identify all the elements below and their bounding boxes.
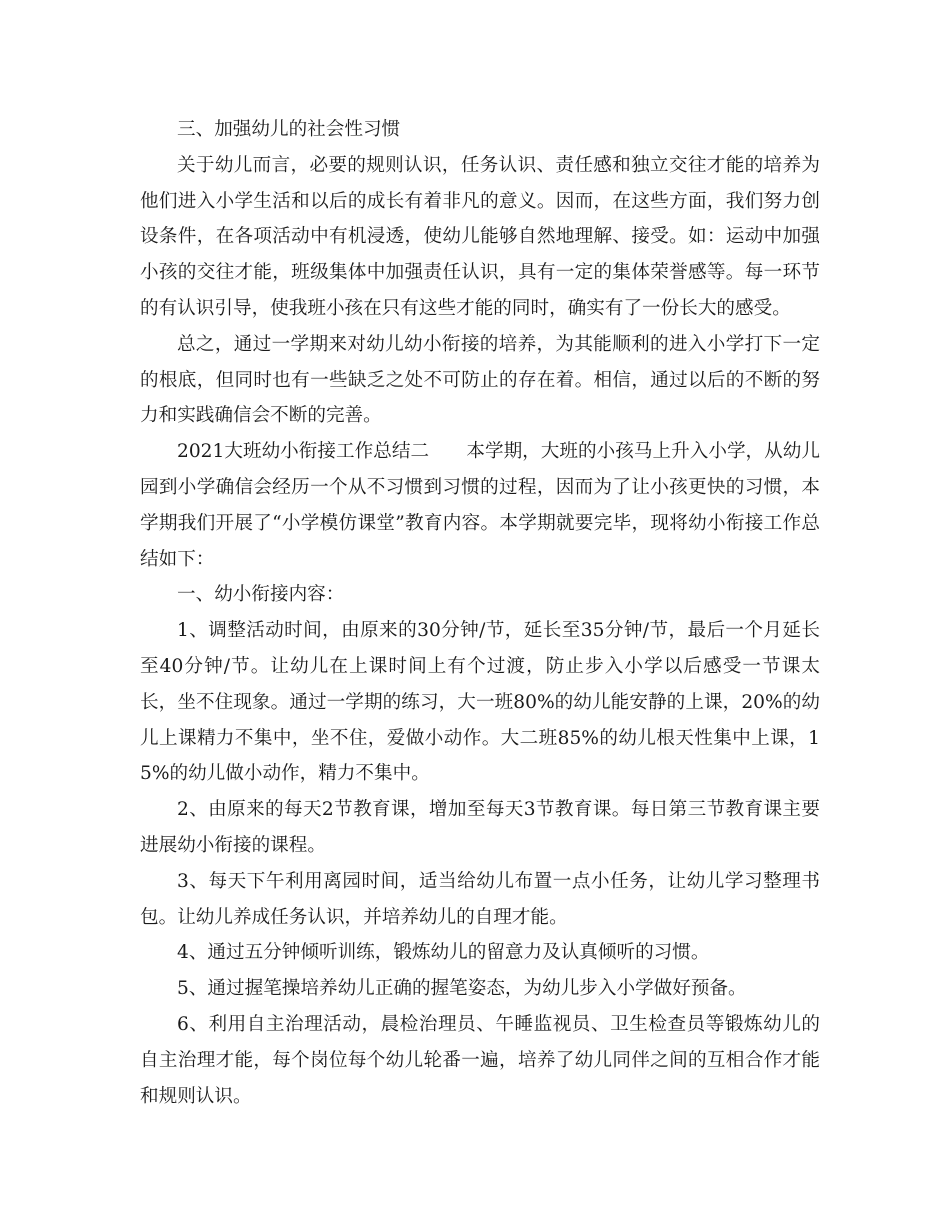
list-item-4: 4、通过五分钟倾听训练，锻炼幼儿的留意力及认真倾听的习惯。	[177, 942, 710, 964]
list-item-2: 2、由原来的每天2节教育课，增加至每天3节教育课。每日第三节教育课主要进展幼小衔接的课程。	[140, 799, 820, 856]
paragraph-summary-two-intro: 2021大班幼小衔接工作总结二 本学期，大班的小孩马上升入小学，从幼儿园到小学确信会经历一个从不习惯到习惯的过程，因而为了让小孩更快的习惯，本学期我们开展了“小学模仿课堂”教育内容。本学期就要完毕，现将幼小衔接工作总结如下：	[140, 441, 820, 570]
paragraph-conclusion: 总之，通过一学期来对幼儿幼小衔接的培养，为其能顺利的进入小学打下一定的根底，但同时也有一些缺乏之处不可防止的存在着。相信，通过以后的不断的努力和实践确信会不断的完善。	[140, 333, 820, 427]
list-item-3: 3、每天下午利用离园时间，适当给幼儿布置一点小任务，让幼儿学习整理书包。让幼儿养成任务认识，并培养幼儿的自理才能。	[140, 870, 820, 928]
section-heading-social-habits: 三、加强幼儿的社会性习惯	[177, 119, 401, 140]
list-item-6: 6、利用自主治理活动，晨检治理员、午睡监视员、卫生检查员等锻炼幼儿的自主治理才能，每个岗位每个幼儿轮番一遍，培养了幼儿同伴之间的互相合作才能和规则认识。	[140, 1013, 820, 1107]
list-item-5: 5、通过握笔操培养幼儿正确的握笔姿态，为幼儿步入小学做好预备。	[177, 978, 747, 1000]
section-heading-transition-content: 一、幼小衔接内容：	[177, 584, 345, 606]
document-body	[140, 112, 820, 1114]
list-item-1: 1、调整活动时间，由原来的30分钟/节，延长至35分钟/节，最后一个月延长至40分钟/节。让幼儿在上课时间上有个过渡，防止步入小学以后感受一节课太长，坐不住现象。通过一学期的练习，大一班80%的幼儿能安静的上课，20%的幼儿上课精力不集中，坐不住，爱做小动作。大二班85%的幼儿根天性集中上课，15%的幼儿做小动作，精力不集中。	[140, 620, 820, 785]
paragraph-social-habits: 关于幼儿而言，必要的规则认识，任务认识、责任感和独立交往才能的培养为他们进入小学生活和以后的成长有着非凡的意义。因而，在这些方面，我们努力创设条件，在各项活动中有机浸透，使幼儿能够自然地理解、接受。如：运动中加强小孩的交往才能，班级集体中加强责任认识，具有一定的集体荣誉感等。每一环节的有认识引导，使我班小孩在只有这些才能的同时，确实有了一份长大的感受。	[140, 154, 820, 319]
